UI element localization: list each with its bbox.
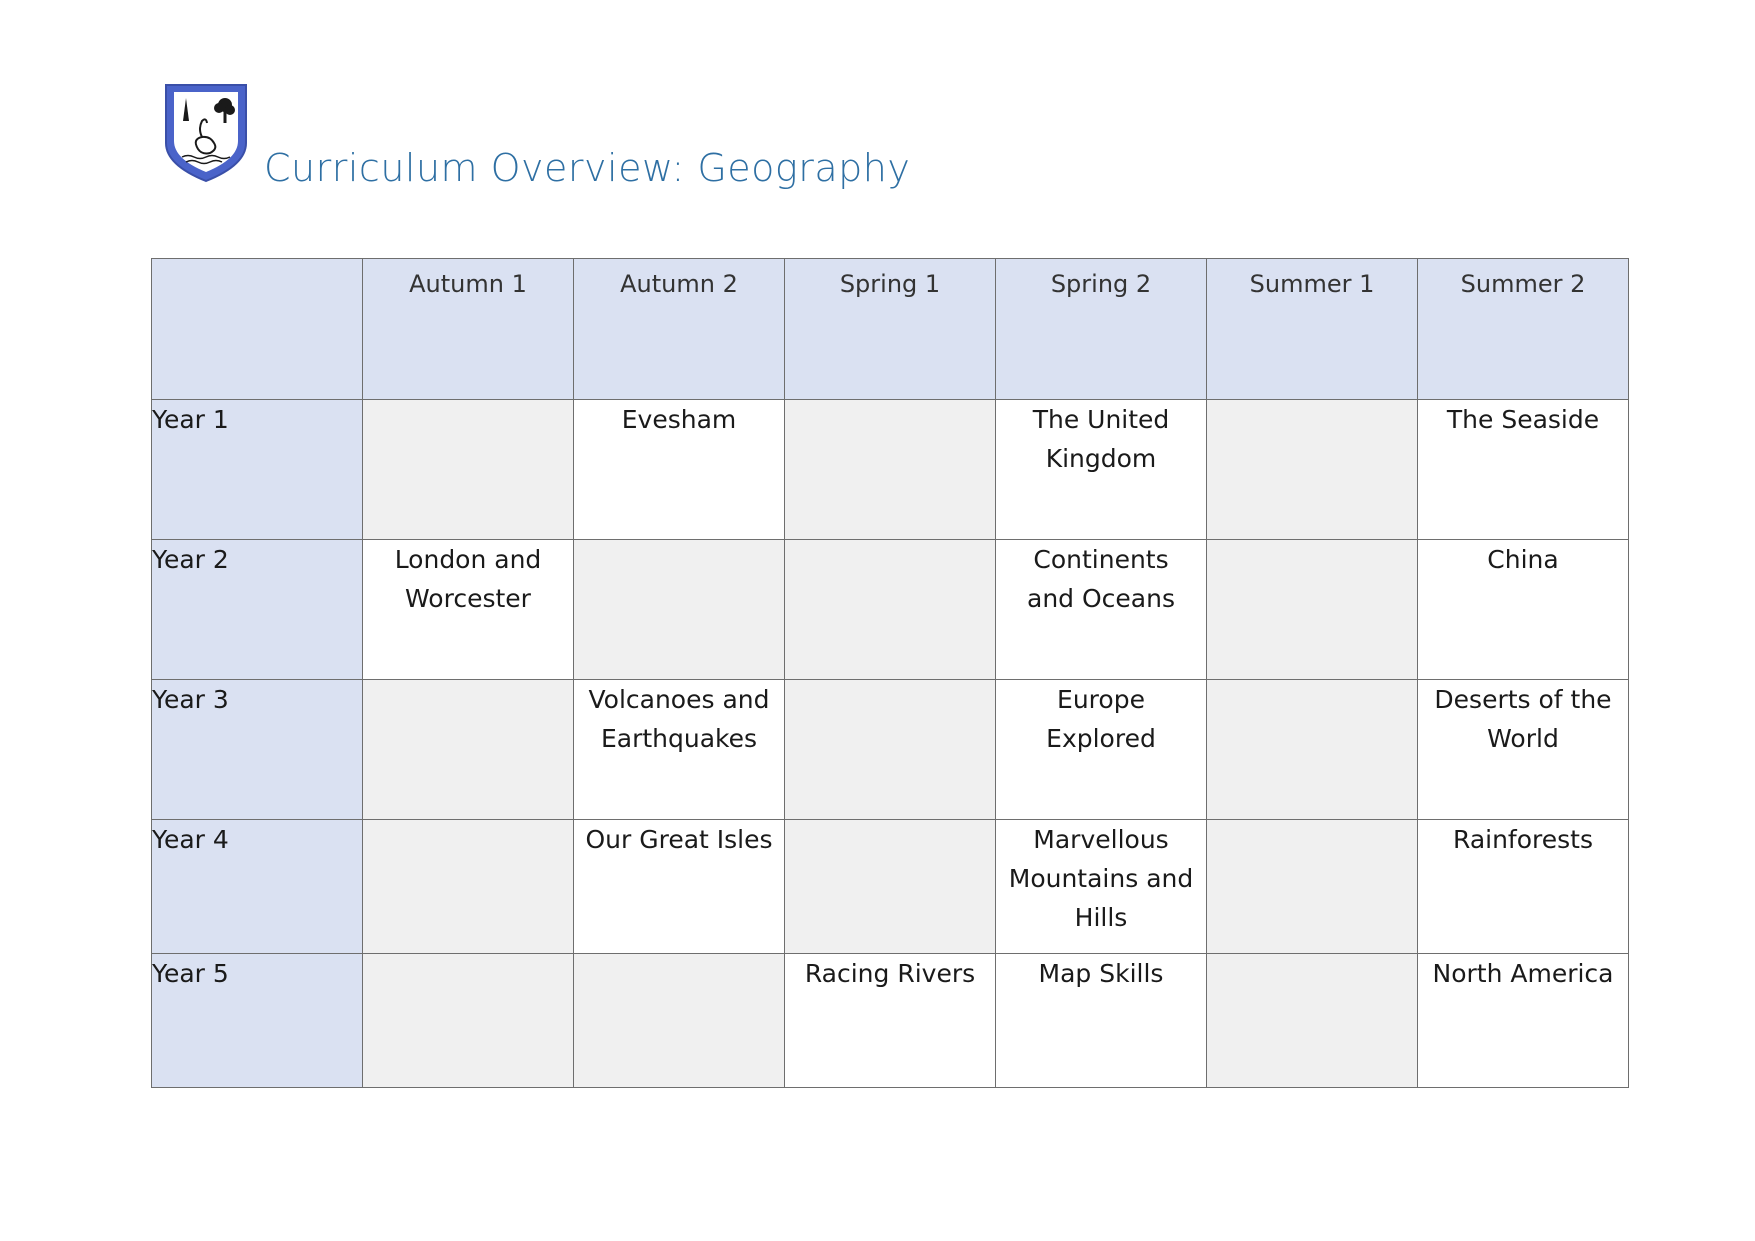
table-row [152,540,1629,680]
table-cell [1207,400,1418,540]
table-cell: Our Great Isles [574,820,785,954]
table-cell [785,820,996,954]
row-header: Year 4 [152,820,363,954]
table-cell: Europe Explored [996,680,1207,820]
table-row [152,820,1629,954]
table-cell: Deserts of the World [1418,680,1629,820]
table-cell [574,954,785,1088]
page-title: Curriculum Overview: Geography [264,146,911,190]
column-header: Spring 1 [785,259,996,400]
table-row [152,954,1629,1088]
table-row [152,680,1629,820]
table-cell: Racing Rivers [785,954,996,1088]
table-cell [1207,540,1418,680]
column-header: Summer 2 [1418,259,1629,400]
table-cell: The Seaside [1418,400,1629,540]
table-cell: North America [1418,954,1629,1088]
school-crest-icon [162,81,250,185]
table-cell [785,680,996,820]
table-cell: China [1418,540,1629,680]
row-header: Year 2 [152,540,363,680]
table-cell: The United Kingdom [996,400,1207,540]
table-cell [1207,680,1418,820]
table-cell [785,540,996,680]
table-header-row [152,259,1629,400]
table-row [152,400,1629,540]
table-cell: Volcanoes and Earthquakes [574,680,785,820]
table-cell: Map Skills [996,954,1207,1088]
table-cell: Rainforests [1418,820,1629,954]
column-header: Autumn 1 [363,259,574,400]
table-cell: Evesham [574,400,785,540]
table-cell [1207,820,1418,954]
table-cell [574,540,785,680]
table-cell [363,954,574,1088]
table-cell [785,400,996,540]
table-cell [1207,954,1418,1088]
table-cell: Marvellous Mountains and Hills [996,820,1207,954]
table-cell: Continents and Oceans [996,540,1207,680]
column-header: Spring 2 [996,259,1207,400]
table-cell [363,820,574,954]
curriculum-table [151,258,1629,1088]
corner-cell [152,259,363,400]
row-header: Year 1 [152,400,363,540]
row-header: Year 3 [152,680,363,820]
column-header: Autumn 2 [574,259,785,400]
column-header: Summer 1 [1207,259,1418,400]
table-cell [363,680,574,820]
table-cell [363,400,574,540]
row-header: Year 5 [152,954,363,1088]
table-cell: London and Worcester [363,540,574,680]
